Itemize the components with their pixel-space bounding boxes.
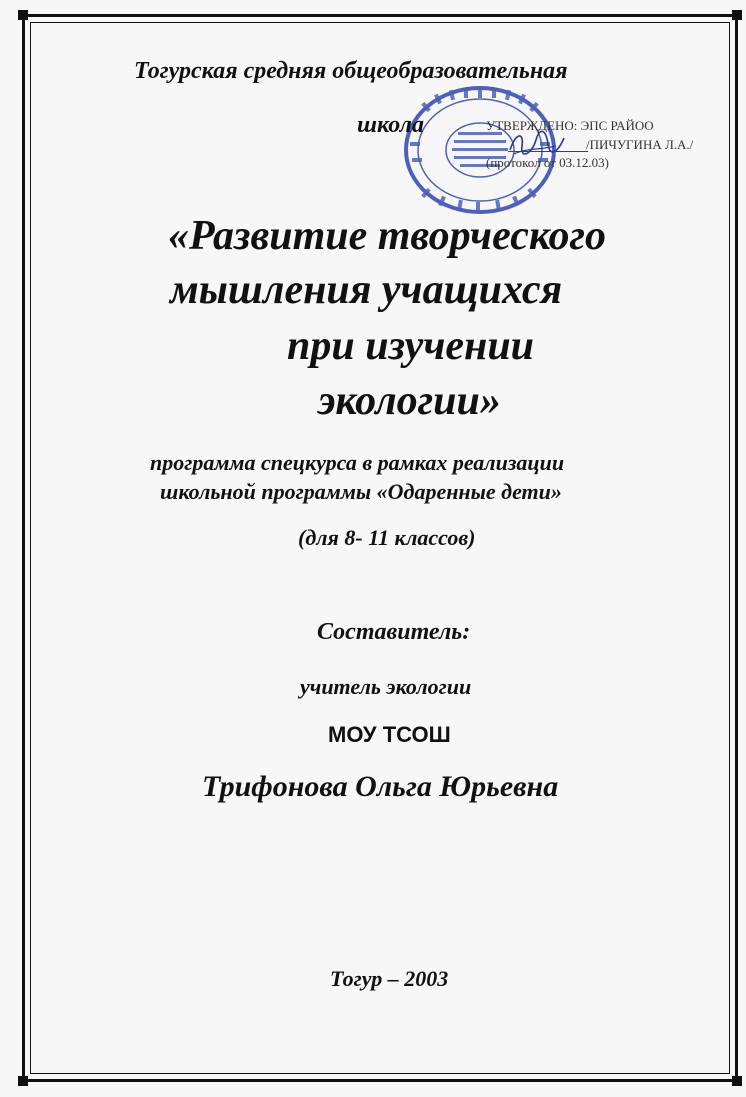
compiler-role: учитель экологии [300, 674, 472, 699]
compiler-name: Трифонова Ольга Юрьевна [202, 770, 559, 803]
approval-line2: /ПИЧУГИНА Л.А./ [586, 137, 694, 152]
title-line1: «Развитие творческого [168, 213, 607, 259]
compiler-label: Составитель: [317, 619, 471, 645]
grades-note: (для 8- 11 классов) [298, 525, 476, 550]
approval-line1: УТВЕРЖДЕНО: ЭПС РАЙОО [486, 118, 654, 133]
title-line2: мышления учащихся [170, 267, 563, 313]
subtitle-line2: школьной программы «Одаренные дети» [160, 479, 562, 504]
frame-corner [18, 1076, 28, 1086]
frame-corner [732, 1076, 742, 1086]
school-name-line1: Тогурская средняя общеобразовательная [134, 58, 568, 84]
frame-corner [18, 10, 28, 20]
handwritten-signature [506, 128, 566, 158]
frame-corner [732, 10, 742, 20]
approval-line3: (протокол от 03.12.03) [486, 155, 609, 170]
title-line3: при изучении [287, 323, 535, 369]
subtitle-line1: программа спецкурса в рамках реализации [150, 450, 565, 475]
place-and-year: Тогур – 2003 [330, 966, 449, 991]
title-line4: экологии» [318, 378, 501, 424]
compiler-school: МОУ ТСОШ [328, 722, 451, 747]
school-name-line2: школа [357, 112, 424, 138]
